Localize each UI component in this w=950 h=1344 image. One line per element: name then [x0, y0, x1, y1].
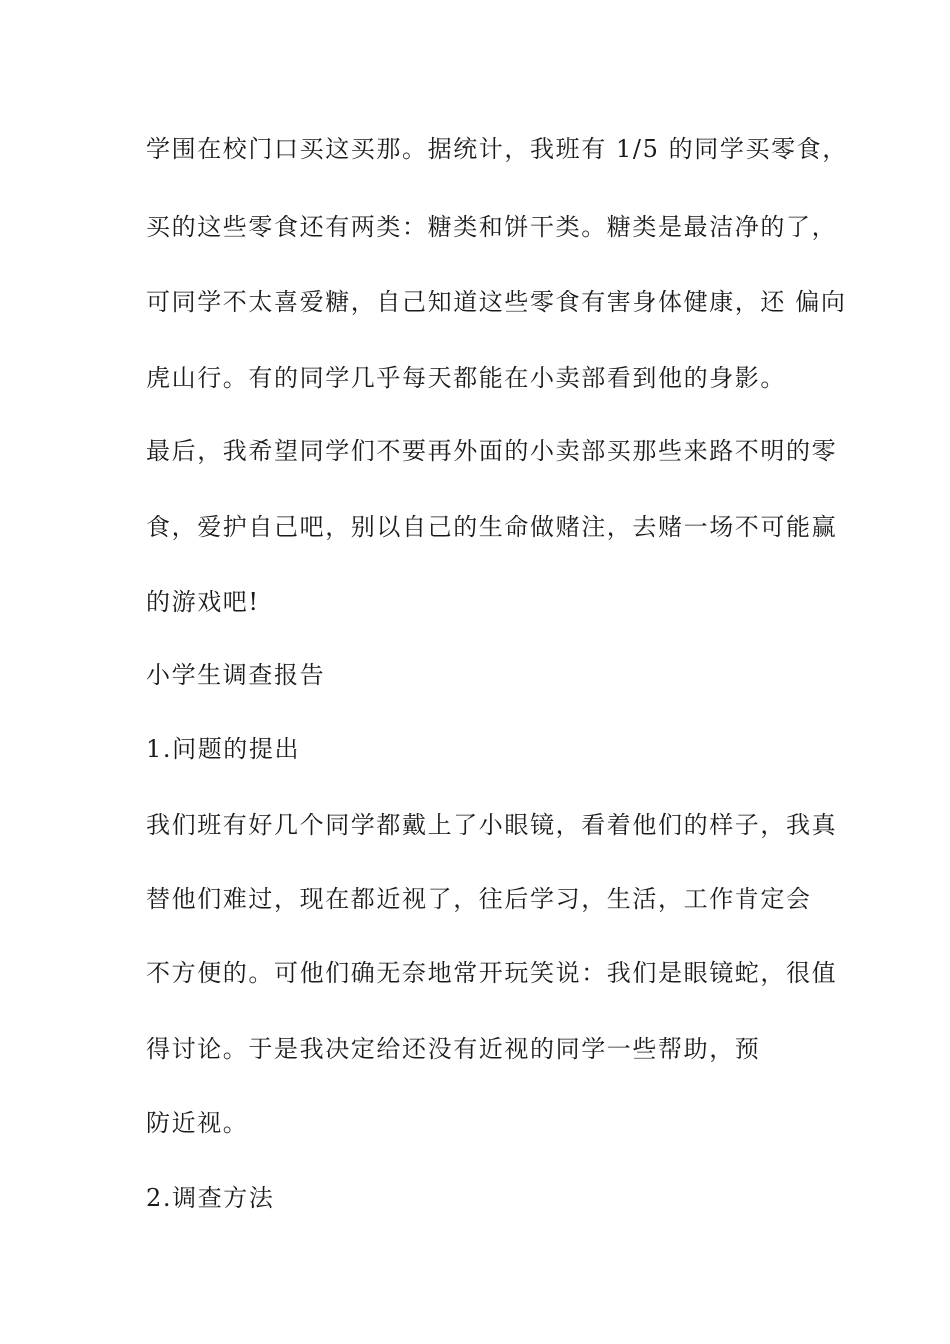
section-heading: 1.问题的提出 — [146, 735, 301, 763]
body-text-line: 学围在校门口买这买那。据统计，我班有 1/5 的同学买零食， — [146, 135, 848, 163]
body-text-line: 得讨论。于是我决定给还没有近视的同学一些帮助，预 — [146, 1035, 761, 1063]
body-text-line: 虎山行。有的同学几乎每天都能在小卖部看到他的身影。 — [146, 364, 786, 392]
body-text-line: 买的这些零食还有两类：糖类和饼干类。糖类是最洁净的了， — [146, 213, 838, 241]
report-title: 小学生调查报告 — [146, 661, 326, 689]
body-text-line: 我们班有好几个同学都戴上了小眼镜，看着他们的样子，我真 — [146, 811, 838, 839]
body-text-line: 可同学不太喜爱糖，自己知道这些零食有害身体健康，还 偏向 — [146, 288, 847, 316]
body-text-line: 食，爱护自己吧，别以自己的生命做赌注，去赌一场不可能赢 — [146, 513, 838, 541]
body-text-line: 防近视。 — [146, 1109, 249, 1137]
body-text-line: 的游戏吧! — [146, 588, 260, 616]
body-text-line: 替他们难过，现在都近视了，往后学习，生活，工作肯定会 — [146, 885, 812, 913]
section-heading: 2.调查方法 — [146, 1184, 275, 1212]
body-text-line: 不方便的。可他们确无奈地常开玩笑说：我们是眼镜蛇，很值 — [146, 959, 838, 987]
body-text-line: 最后，我希望同学们不要再外面的小卖部买那些来路不明的零 — [146, 437, 838, 465]
